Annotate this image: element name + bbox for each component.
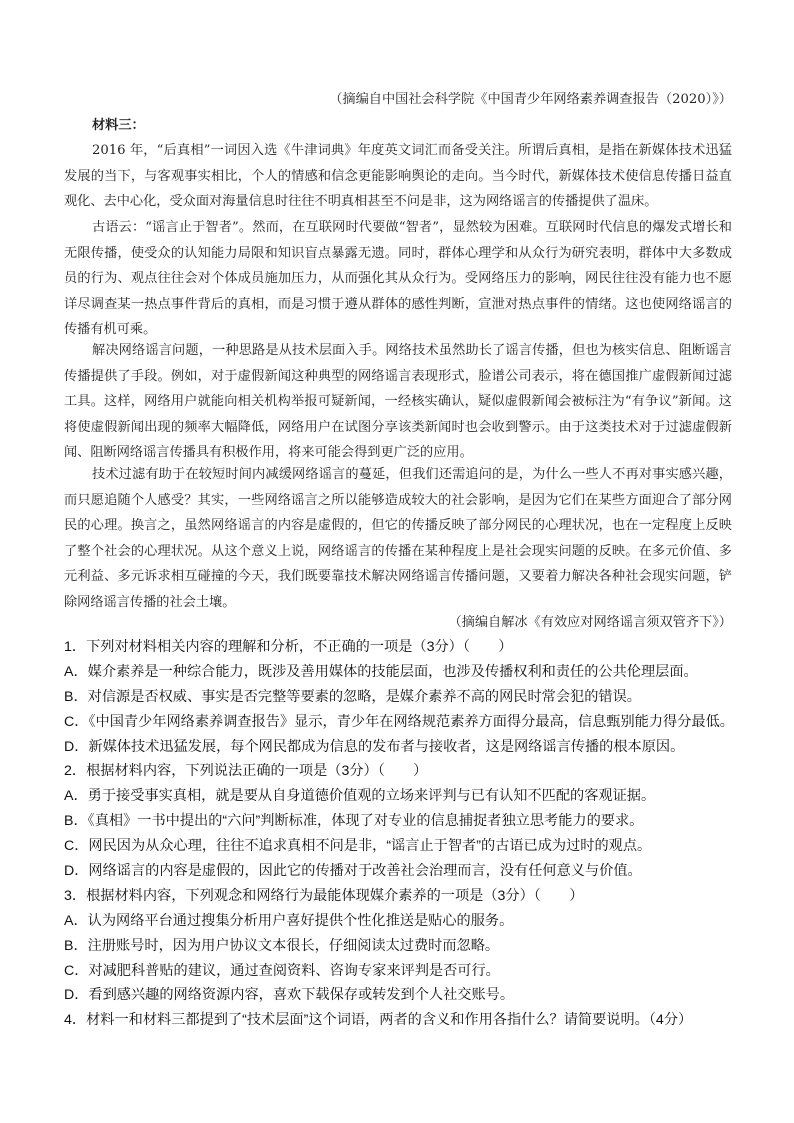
question-3-option-a: A．认为网络平台通过搜集分析用户喜好提供个性化推送是贴心的服务。 [64, 912, 514, 929]
question-1-option-d: D．新媒体技术迅猛发展，每个网民都成为信息的发布者与接收者，这是网络谣言传播的根本原因。 [64, 738, 685, 755]
material-paragraph-3: 解决网络谣言问题，一种思路是从技术层面入手。网络技术虽然助长了谣言传播，但也为核实信息、阻断谣言传播提供了手段。例如，对于虚假新闻这种典型的网络谣言表现形式，脸谱公司表示，将在德国推广虚假新闻过滤工具。这样，网络用户就能向相关机构举报可疑新闻，一经核实确认，疑似虚假新闻会被标注为“有争议”新闻。这将使虚假新闻出现的频率大幅降低，网络用户在试图分享该类新闻时也会收到警示。由于这类技术对于过滤虚假新闻、阻断网络谣言传播具有积极作用，将来可能会得到更广泛的应用。 [64, 343, 732, 461]
source-citation-material3: （摘编自解冰《有效应对网络谣言须双管齐下》） [448, 615, 732, 630]
question-3-stem: 3．根据材料内容，下列观念和网络行为最能体现媒介素养的一项是（3分）（ ） [64, 887, 584, 904]
question-2-option-a: A．勇于接受事实真相，就是要从自身道德价值观的立场来评判与已有认知不匹配的客观证据。 [64, 788, 656, 805]
question-2-option-d: D．网络谣言的内容是虚假的，因此它的传播对于改善社会治理而言，没有任何意义与价值。 [64, 863, 642, 880]
question-3-option-c: C．对减肥科普贴的建议，通过查阅资料、咨询专家来评判是否可行。 [64, 962, 500, 979]
material-paragraph-4: 技术过滤有助于在较短时间内减缓网络谣言的蔓延，但我们还需追问的是，为什么一些人不再对事实感兴趣，而只愿追随个人感受？其实，一些网络谣言之所以能够造成较大的社会影响，是因为它们在某些方面迎合了部分网民的心理。换言之，虽然网络谣言的内容是虚假的，但它的传播反映了部分网民的心理状况，也在一定程度上反映了整个社会的心理状况。从这个意义上说，网络谣言的传播在某种程度上是社会现实问题的反映。在多元价值、多元利益、多元诉求相互碰撞的今天，我们既要靠技术解决网络谣言传播问题，又要着力解决各种社会现实问题，铲除网络谣言传播的社会土壤。 [64, 467, 732, 610]
question-2-option-b: B．《真相》一书中提出的“六问”判断标准，体现了对专业的信息捕捉者独立思考能力的要求。 [64, 813, 644, 830]
question-2-option-c: C．网民因为从众心理，往往不追求真相不问是非，“谣言止于智者”的古语已成为过时的观点。 [64, 838, 652, 855]
question-1-option-b: B．对信源是否权威、事实是否完整等要素的忽略，是媒介素养不高的网民时常会犯的错误。 [64, 688, 641, 705]
question-3-option-b: B．注册账号时，因为用户协议文本很长，仔细阅读太过费时而忽略。 [64, 937, 500, 954]
question-1-option-c: C．《中国青少年网络素养调查报告》显示，青少年在网络规范素养方面得分最高，信息甄别能力得分最低。 [64, 713, 734, 730]
material-paragraph-1: 2016 年，“后真相”一词因入选《牛津词典》年度英文词汇而备受关注。所谓后真相，是指在新媒体技术迅猛发展的当下，与客观事实相比，个人的情感和信念更能影响舆论的走向。当今时代，新媒体技术使信息传播日益直观化、去中心化，受众面对海量信息时往往不明真相甚至不问是非，这为网络谣言的传播提供了温床。 [64, 143, 732, 210]
question-1-option-a: A．媒介素养是一种综合能力，既涉及善用媒体的技能层面，也涉及传播权利和责任的公共伦理层面。 [64, 663, 698, 680]
source-citation-top: （摘编自中国社会科学院《中国青少年网络素养调查报告（2020）》） [329, 92, 732, 107]
material-heading: 材料三： [92, 118, 145, 133]
question-1-stem: 1．下列对材料相关内容的理解和分析，不正确的一项是（3分）（ ） [64, 639, 513, 655]
question-4-stem: 4．材料一和材料三都提到了“技术层面”这个词语，两者的含义和作用各指什么？请简要说明。（4分） [64, 1012, 693, 1029]
question-3-option-d: D．看到感兴趣的网络资源内容，喜欢下载保存或转发到个人社交账号。 [64, 987, 515, 1004]
question-2-stem: 2．根据材料内容，下列说法正确的一项是（3分）（ ） [64, 763, 428, 780]
material-paragraph-2: 古语云：“谣言止于智者”。然而，在互联网时代要做“智者”，显然较为困难。互联网时代信息的爆发式增长和无限传播，使受众的认知能力局限和知识盲点暴露无遗。同时，群体心理学和从众行为研究表明，群体中大多数成员的行为、观点往往会对个体成员施加压力，从而强化其从众行为。受网络压力的影响，网民往往没有能力也不愿详尽调查某一热点事件背后的真相，而是习惯于遵从群体的感性判断，宣泄对热点事件的情绪。这也使网络谣言的传播有机可乘。 [64, 220, 732, 338]
question-list [64, 635, 744, 1033]
